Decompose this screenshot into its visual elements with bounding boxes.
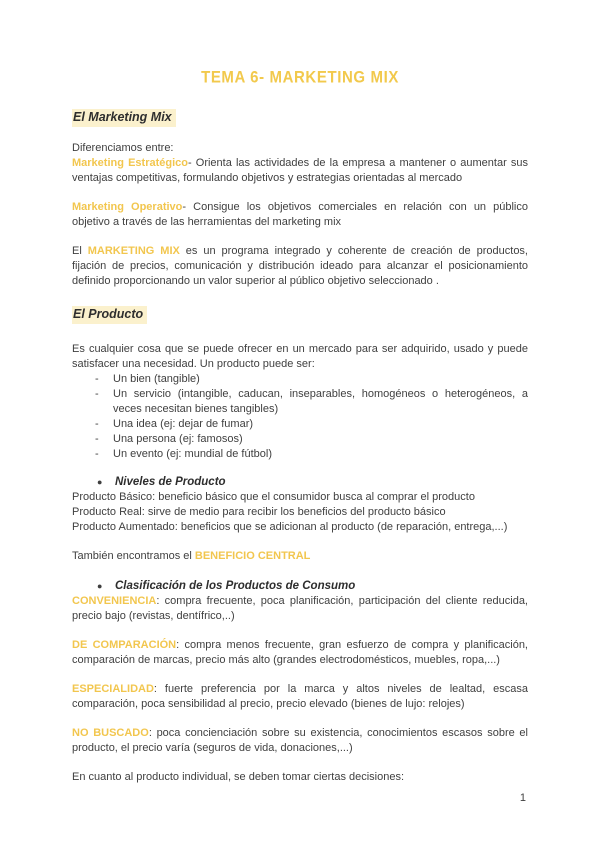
subheading-clasificacion-productos bbox=[72, 579, 528, 594]
heading-text: El Producto bbox=[72, 306, 147, 324]
subheading-niveles-de-producto bbox=[72, 475, 528, 490]
paragraph-especialidad bbox=[72, 682, 528, 712]
line-producto-basico: Producto Básico: beneficio básico que el consumidor busca al comprar el producto bbox=[72, 491, 475, 503]
line-producto-aumentado: Producto Aumentado: beneficios que se adicionan al producto (de reparación, entrega,...) bbox=[72, 521, 508, 533]
term-especialidad: ESPECIALIDAD bbox=[72, 683, 154, 695]
term-marketing-operativo: Marketing Operativo bbox=[72, 201, 183, 213]
paragraph-de-comparacion bbox=[72, 638, 528, 668]
paragraph-text: : compra menos frecuente, gran esfuerzo de compra y planificación, comparación de marcas, precio más alto (grandes electrodomésticos, muebles, ropa,...) bbox=[72, 639, 528, 666]
dash-marker: - bbox=[95, 373, 99, 385]
bullet-icon: ● bbox=[97, 477, 103, 487]
list-item bbox=[72, 432, 528, 447]
subheading-text: Clasificación de los Productos de Consumo bbox=[115, 580, 356, 592]
bullet-icon: ● bbox=[97, 581, 103, 591]
page-number: 1 bbox=[519, 792, 526, 804]
list-item-text: Una idea (ej: dejar de fumar) bbox=[113, 418, 254, 430]
paragraph-beneficio-central bbox=[72, 549, 528, 564]
term-marketing-mix: MARKETING MIX bbox=[87, 245, 180, 257]
paragraph-producto-intro bbox=[72, 342, 528, 372]
paragraph-lead: El bbox=[72, 245, 88, 257]
niveles-lines bbox=[72, 490, 528, 535]
paragraph-text: En cuanto al producto individual, se deben tomar ciertas decisiones: bbox=[72, 771, 405, 783]
paragraph-text: - Orienta las actividades de la empresa a mantener o aumentar sus ventajas competitivas, formulando objetivos y estrategias orientadas al mercado bbox=[72, 157, 528, 184]
list-item-text: Un evento (ej: mundial de fútbol) bbox=[113, 448, 272, 460]
paragraph-marketing-estrategico bbox=[72, 156, 528, 186]
list-item bbox=[72, 387, 528, 417]
list-item bbox=[72, 372, 528, 387]
product-types-list bbox=[72, 372, 528, 462]
line-producto-real: Producto Real: sirve de medio para recibir los beneficios del producto básico bbox=[72, 506, 446, 518]
heading-el-producto bbox=[72, 306, 528, 324]
list-item bbox=[72, 447, 528, 462]
dash-marker: - bbox=[95, 418, 99, 430]
paragraph-marketing-operativo bbox=[72, 200, 528, 230]
list-item-text: Un servicio (intangible, caducan, inseparables, homogéneos o heterogéneos, a veces necesitan bienes tangibles) bbox=[113, 388, 528, 415]
term-conveniencia: CONVENIENCIA bbox=[72, 595, 157, 607]
paragraph-conveniencia bbox=[72, 594, 528, 624]
paragraph-text: : fuerte preferencia por la marca y altos niveles de lealtad, escasa comparación, poca sensibilidad al precio, precio elevado (bienes de lujo: relojes) bbox=[72, 683, 528, 710]
term-marketing-estrategico: Marketing Estratégico bbox=[72, 157, 188, 169]
document-title: TEMA 6- MARKETING MIX bbox=[201, 68, 399, 87]
heading-el-marketing-mix bbox=[72, 109, 528, 127]
paragraph-text: : compra frecuente, poca planificación, participación del cliente reducida, precio bajo (revistas, dentífrico,..) bbox=[72, 595, 528, 622]
list-item bbox=[72, 417, 528, 432]
paragraph-no-buscado bbox=[72, 726, 528, 756]
list-item-text: Un bien (tangible) bbox=[113, 373, 200, 385]
paragraph-marketing-mix-definicion bbox=[72, 244, 528, 289]
paragraph-text: - Consigue los objetivos comerciales en relación con un público objetivo a través de las herramientas del marketing mix bbox=[72, 201, 528, 228]
subheading-text: Niveles de Producto bbox=[115, 476, 226, 488]
dash-marker: - bbox=[95, 448, 99, 460]
term-beneficio-central: BENEFICIO CENTRAL bbox=[194, 550, 311, 562]
term-de-comparacion: DE COMPARACIÓN bbox=[72, 639, 177, 651]
paragraph-text: : poca concienciación sobre su existencia, conocimientos escasos sobre el producto, el precio varía (seguros de vida, donaciones,...) bbox=[72, 727, 528, 754]
paragraph-cierre bbox=[72, 770, 528, 785]
paragraph-diferenciamos bbox=[72, 141, 528, 156]
paragraph-lead: También encontramos el bbox=[72, 550, 195, 562]
paragraph-text: Es cualquier cosa que se puede ofrecer en un mercado para ser adquirido, usado y puede satisfacer una necesidad. Un producto puede ser: bbox=[72, 343, 528, 370]
heading-text: El Marketing Mix bbox=[72, 109, 176, 127]
list-item-text: Una persona (ej: famosos) bbox=[113, 433, 243, 445]
paragraph-text: es un programa integrado y coherente de creación de productos, fijación de precios, comunicación y distribución ideado para alcanzar el posicionamiento definido proporcionando un valor superior al público objetivo seleccionado . bbox=[72, 245, 528, 287]
term-no-buscado: NO BUSCADO bbox=[72, 727, 149, 739]
paragraph-text: Diferenciamos entre: bbox=[72, 142, 174, 154]
dash-marker: - bbox=[95, 388, 99, 400]
dash-marker: - bbox=[95, 433, 99, 445]
